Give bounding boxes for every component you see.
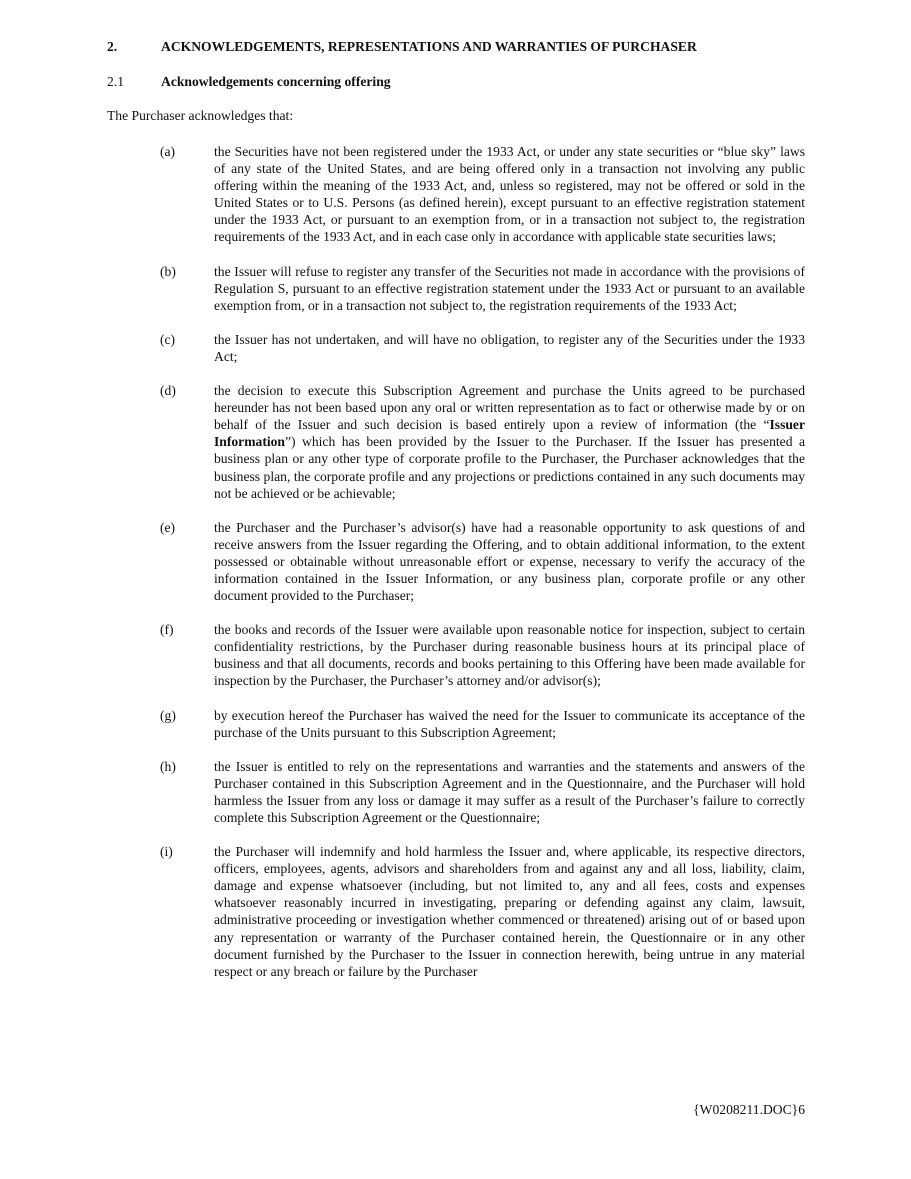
list-item-g [160,707,805,741]
list-item-b [160,263,805,314]
item-text: the books and records of the Issuer were available upon reasonable notice for inspection, subject to certain confidentiality restrictions, by the Purchaser during reasonable business hours at its principal place of business and that all documents, records and books pertaining to this Offering have been made available for inspection by the Purchaser, the Purchaser’s attorney and/or advisor(s); [214,622,805,689]
item-label: (b) [160,263,176,279]
item-label: (h) [160,758,176,774]
acknowledgement-list [160,143,805,997]
item-text: the Issuer has not undertaken, and will have no obligation, to register any of the Securities under the 1933 Act; [214,331,805,364]
item-text [214,382,805,502]
item-label: (c) [160,331,176,347]
section-heading [107,38,697,55]
item-label: (d) [160,383,176,399]
list-item-d [160,382,805,502]
item-text: the Purchaser and the Purchaser’s advisor(s) have had a reasonable opportunity to ask questions of and receive answers from the Issuer regarding the Offering, and to obtain additional information, to the extent possessed or obtainable without unreasonable effort or expense, necessary to verify the accuracy of the information contained in the Issuer Information, or any business plan, corporate profile or any other document provided to the Purchaser; [214,519,805,604]
item-text-before: the decision to execute this Subscription Agreement and purchase the Units agreed to be purchased hereunder has not been based upon any oral or written representation as to fact or otherwise made by or on behalf of the Issuer and such decision is based entirely upon a review of information (the “ [214,383,805,433]
defined-term: Issuer Information [214,417,805,450]
item-text: the Issuer will refuse to register any transfer of the Securities not made in accordance with the provisions of Regulation S, pursuant to an effective registration statement under the 1933 Act or pursuant to an available exemption from, or in a transaction not subject to, the registration requirements of the 1933 Act; [214,263,805,313]
list-item-i [160,843,805,980]
item-label: (g) [160,707,176,723]
list-item-c [160,331,805,365]
section-number: 2. [107,39,118,54]
document-footer: {W0208211.DOC}6 [693,1102,805,1117]
section-title: ACKNOWLEDGEMENTS, REPRESENTATIONS AND WARRANTIES OF PURCHASER [161,39,697,54]
list-item-a [160,143,805,246]
subsection-heading [107,73,391,90]
item-label: (i) [160,844,173,860]
item-text: the Issuer is entitled to rely on the representations and warranties and the statements and answers of the Purchaser contained in this Subscription Agreement and in the Questionnaire, and the Purchaser will hold harmless the Issuer from any loss or damage it may suffer as a result of the Purchaser’s failure to correctly complete this Subscription Agreement or the Questionnaire; [214,758,805,825]
item-text: the Securities have not been registered under the 1933 Act, or under any state securities or “blue sky” laws of any state of the United States, and are being offered only in a transaction not involving any public offering within the meaning of the 1933 Act, and, unless so registered, may not be offered or sold in the United States or to U.S. Persons (as defined herein), except pursuant to an effective registration statement under the 1933 Act, or pursuant to an exemption from, or in a transaction not subject to, the registration requirements of the 1933 Act, and in each case only in accordance with applicable state securities laws; [214,144,805,245]
intro-paragraph: The Purchaser acknowledges that: [107,108,294,123]
item-label: (a) [160,144,176,159]
list-item-e [160,519,805,604]
item-text: by execution hereof the Purchaser has waived the need for the Issuer to communicate its acceptance of the purchase of the Units pursuant to this Subscription Agreement; [214,707,805,740]
item-label: (f) [160,622,174,638]
list-item-h [160,758,805,826]
item-text: the Purchaser will indemnify and hold harmless the Issuer and, where applicable, its respective directors, officers, employees, agents, advisors and shareholders from and against any and all loss, liability, claim, damage and expense whatsoever (including, but not limited to, any and all fees, costs and expenses whatsoever reasonably incurred in investigating, preparing or defending against any claim, lawsuit, administrative proceeding or investigation whether commenced or threatened) arising out of or based upon any representation or warranty of the Purchaser contained herein, the Questionnaire or in any other document furnished by the Purchaser to the Issuer in connection herewith, being untrue in any material respect or any breach or failure by the Purchaser [214,844,805,979]
list-item-f [160,621,805,689]
item-label: (e) [160,519,176,535]
subsection-title: Acknowledgements concerning offering [161,74,391,89]
item-text-after: ”) which has been provided by the Issuer to the Purchaser. If the Issuer has presented a business plan or any other type of corporate profile to the Purchaser, the Purchaser acknowledges that the business plan, the corporate profile and any projections or predictions contained in any such documents may not be achieved or be achievable; [214,434,805,501]
subsection-number: 2.1 [107,74,124,89]
